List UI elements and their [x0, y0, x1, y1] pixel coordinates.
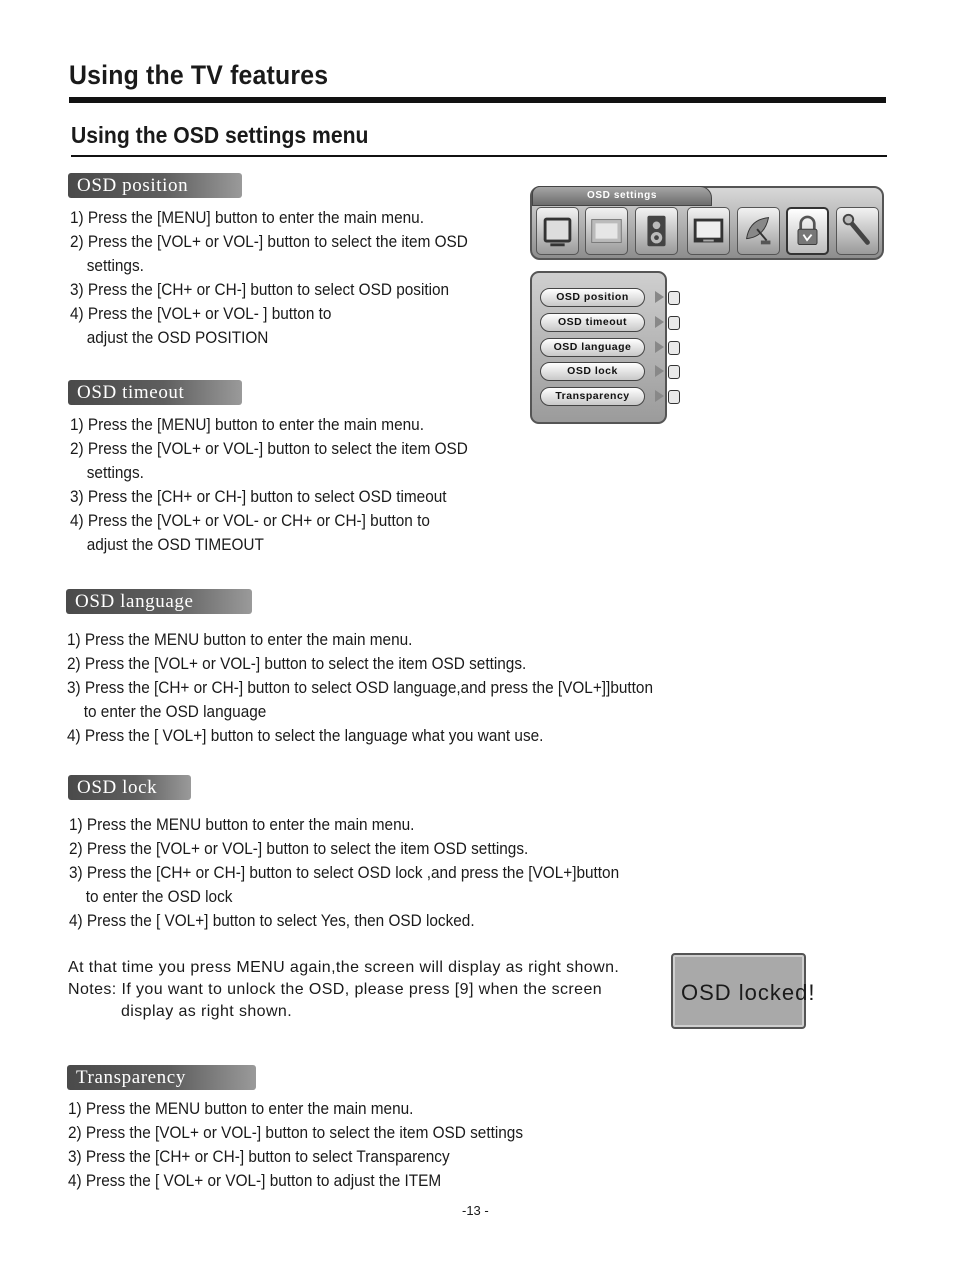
osd-timeout-heading: OSD timeout — [68, 380, 242, 405]
screen-icon — [687, 207, 730, 255]
step-text: 2) Press the [VOL+ or VOL-] button to select the item OSD — [70, 233, 468, 251]
arrow-right-icon — [655, 390, 664, 402]
step-text: to enter the OSD lock — [85, 888, 233, 906]
wrench-icon — [836, 207, 879, 255]
submenu-value-box — [668, 341, 680, 355]
submenu-value-box — [668, 365, 680, 379]
step-text: 4) Press the [ VOL+] button to select the language what you want use. — [67, 727, 544, 745]
osd-lock-steps — [69, 813, 661, 933]
arrow-right-icon — [655, 291, 664, 303]
lock-note-line: display as right shown. — [121, 1003, 293, 1020]
step-text: settings. — [86, 257, 144, 275]
lock-icon — [786, 207, 829, 255]
step-text: adjust the OSD POSITION — [86, 329, 269, 347]
step-text: 4) Press the [ VOL+] button to select Yes, then OSD locked. — [69, 912, 475, 930]
osd-position-heading: OSD position — [68, 173, 242, 198]
submenu-value-box — [668, 390, 680, 404]
submenu-item-osd-timeout: OSD timeout — [540, 313, 645, 332]
step-text: 4) Press the [ VOL+ or VOL-] button to adjust the ITEM — [68, 1172, 442, 1190]
osd-timeout-steps — [70, 413, 498, 557]
step-text: 4) Press the [VOL+ or VOL- or CH+ or CH-] button to — [70, 512, 430, 530]
submenu-item-osd-lock: OSD lock — [540, 362, 645, 381]
step-text: adjust the OSD TIMEOUT — [86, 536, 264, 554]
submenu-item-osd-language: OSD language — [540, 338, 645, 357]
arrow-right-icon — [655, 341, 664, 353]
title-divider — [69, 97, 886, 103]
step-text: to enter the OSD language — [83, 703, 267, 721]
osd-position-steps — [70, 206, 498, 350]
step-text: 1) Press the MENU button to enter the main menu. — [68, 1100, 414, 1118]
arrow-right-icon — [655, 365, 664, 377]
page-number: -13 - — [462, 1203, 489, 1218]
subtitle-divider — [71, 155, 887, 157]
submenu-value-box — [668, 316, 680, 330]
transparency-heading: Transparency — [67, 1065, 256, 1090]
satellite-dish-icon — [737, 207, 780, 255]
osd-language-steps — [67, 628, 697, 748]
step-text: 1) Press the [MENU] button to enter the main menu. — [70, 209, 424, 227]
step-text: 3) Press the [CH+ or CH-] button to select OSD language,and press the [VOL+]]button — [67, 679, 653, 697]
step-text: 3) Press the [CH+ or CH-] button to select Transparency — [68, 1148, 450, 1166]
arrow-right-icon — [655, 316, 664, 328]
osd-lock-heading: OSD lock — [68, 775, 191, 800]
transparency-steps — [68, 1097, 557, 1193]
tv-icon — [536, 207, 579, 255]
step-text: 3) Press the [CH+ or CH-] button to select OSD position — [70, 281, 450, 299]
step-text: 1) Press the MENU button to enter the main menu. — [67, 631, 413, 649]
step-text: settings. — [86, 464, 144, 482]
step-text: 4) Press the [VOL+ or VOL- ] button to — [70, 305, 332, 323]
step-text: 1) Press the [MENU] button to enter the main menu. — [70, 416, 424, 434]
picture-icon — [585, 207, 628, 255]
section-title: Using the OSD settings menu — [71, 122, 369, 148]
osd-language-heading: OSD language — [66, 589, 252, 614]
step-text: 3) Press the [CH+ or CH-] button to select OSD timeout — [70, 488, 447, 506]
submenu-value-box — [668, 291, 680, 305]
step-text: 3) Press the [CH+ or CH-] button to select OSD lock ,and press the [VOL+]button — [69, 864, 620, 882]
step-text: 2) Press the [VOL+ or VOL-] button to select the item OSD settings — [68, 1124, 524, 1142]
speaker-icon — [635, 207, 678, 255]
lock-note-line: Notes: If you want to unlock the OSD, please press [9] when the screen — [68, 981, 603, 998]
step-text: 2) Press the [VOL+ or VOL-] button to select the item OSD settings. — [67, 655, 527, 673]
lock-note-line: At that time you press MENU again,the screen will display as right shown. — [68, 959, 620, 976]
step-text: 1) Press the MENU button to enter the main menu. — [69, 816, 415, 834]
step-text: 2) Press the [VOL+ or VOL-] button to select the item OSD settings. — [69, 840, 529, 858]
page-title: Using the TV features — [69, 60, 329, 90]
submenu-item-transparency: Transparency — [540, 387, 645, 406]
submenu-item-osd-position: OSD position — [540, 288, 645, 307]
osd-locked-text: OSD locked! — [681, 980, 816, 1005]
osd-settings-tab: OSD settings — [532, 186, 712, 206]
step-text: 2) Press the [VOL+ or VOL-] button to select the item OSD — [70, 440, 468, 458]
